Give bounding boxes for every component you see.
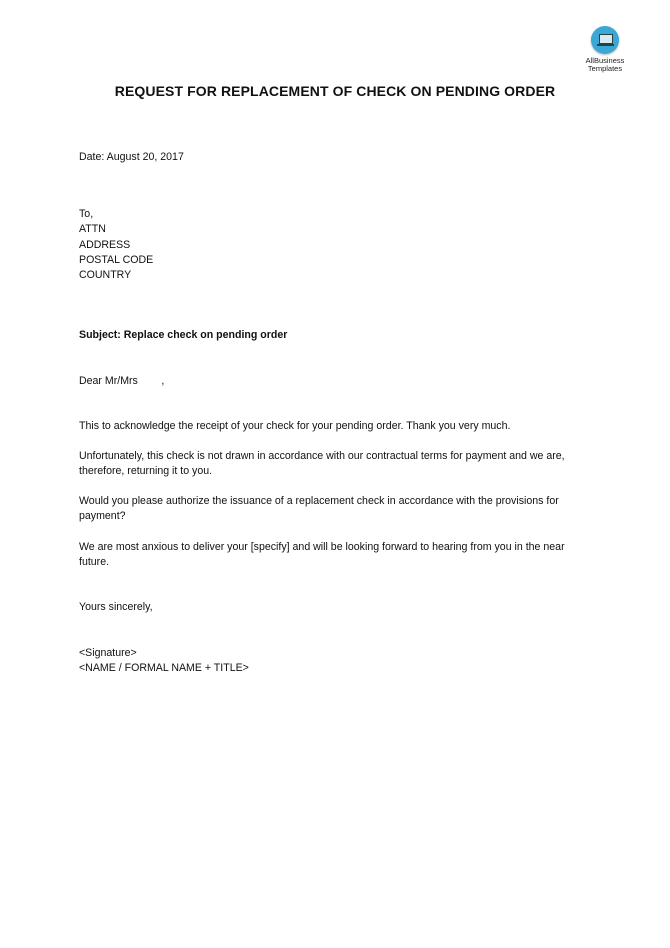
signature-placeholder: <Signature> (79, 647, 137, 659)
salutation: Dear Mr/Mrs , (79, 375, 165, 387)
paragraph: Would you please authorize the issuance of a replacement check in accordance with the provisions for payment? (79, 495, 559, 523)
closing: Yours sincerely, (79, 601, 153, 613)
logo-caption: AllBusiness Templates (585, 56, 625, 73)
address-line: ADDRESS (79, 239, 131, 251)
name-title-placeholder: <NAME / FORMAL NAME + TITLE> (79, 662, 249, 674)
subject-line: Subject: Replace check on pending order (79, 329, 288, 341)
paragraph: Unfortunately, this check is not drawn in accordance with our contractual terms for payment and we are, therefore, returning it to you. (79, 450, 565, 478)
paragraph: This to acknowledge the receipt of your check for your pending order. Thank you very much. (79, 420, 511, 432)
date-line: Date: August 20, 2017 (79, 151, 184, 163)
address-line: To, (79, 208, 94, 220)
laptop-icon (591, 26, 619, 54)
address-line: POSTAL CODE (79, 254, 154, 266)
document-title: REQUEST FOR REPLACEMENT OF CHECK ON PENDING ORDER (114, 83, 556, 99)
address-line: ATTN (79, 223, 106, 235)
address-line: COUNTRY (79, 269, 132, 281)
paragraph: We are most anxious to deliver your [specify] and will be looking forward to hearing from you in the near future. (79, 541, 565, 569)
allbusiness-templates-logo (578, 26, 632, 73)
